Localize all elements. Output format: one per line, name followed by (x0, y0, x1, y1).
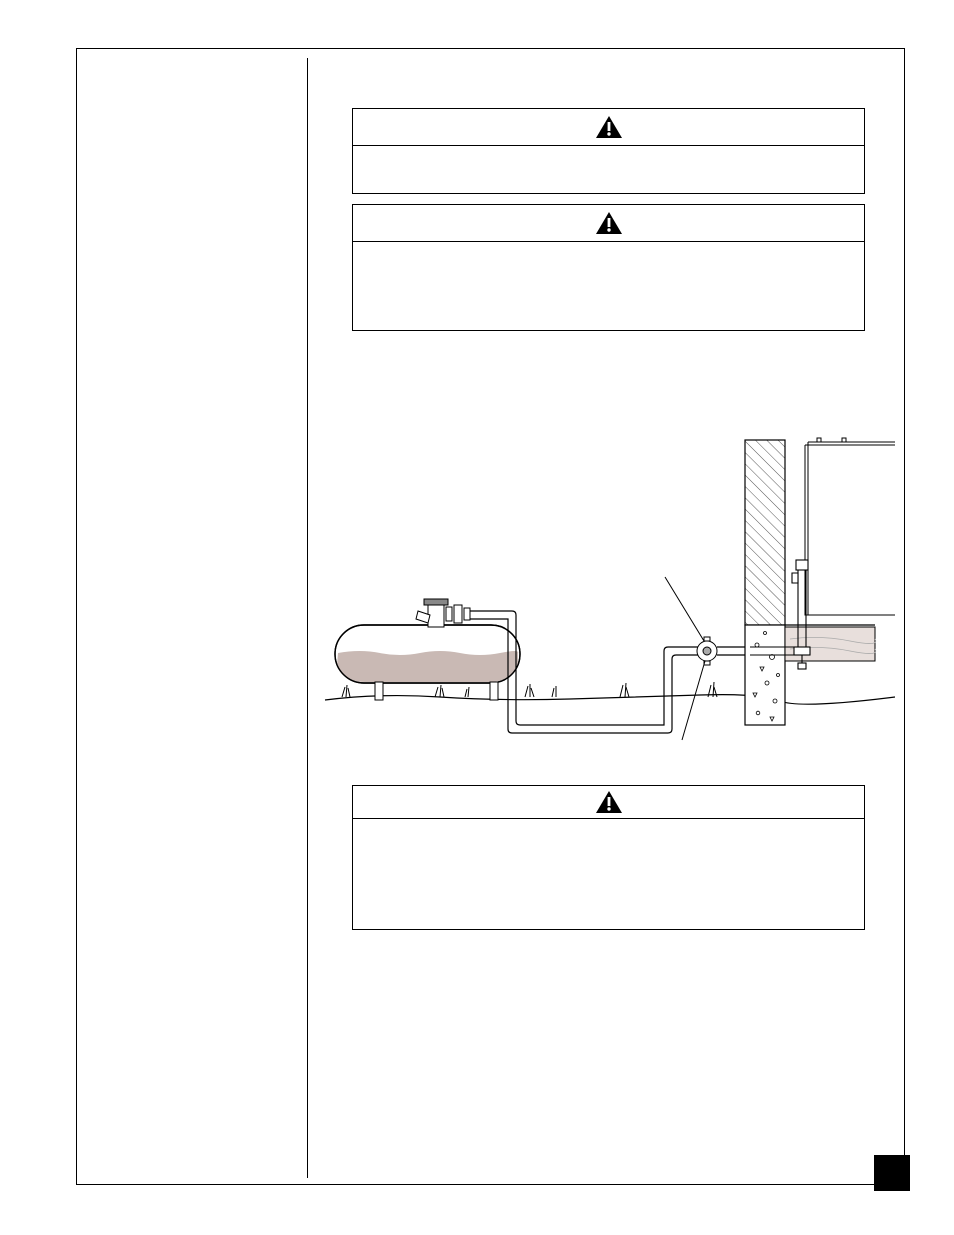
shutoff-valve (697, 637, 717, 665)
warning-header-3 (353, 786, 864, 819)
warning-triangle-icon (595, 115, 623, 139)
page-number-box (874, 1155, 910, 1191)
building-wall (745, 440, 785, 725)
warning-box-2 (352, 204, 865, 331)
column-divider (307, 58, 308, 1178)
leader-line-top (665, 577, 704, 641)
tank-regulator (416, 599, 470, 627)
propane-piping-diagram (320, 435, 895, 760)
grass-tufts (342, 682, 717, 697)
warning-header-2 (353, 205, 864, 242)
warning-triangle-icon (595, 790, 623, 814)
ground-line (325, 695, 895, 705)
warning-triangle-icon (595, 211, 623, 235)
warning-box-3 (352, 785, 865, 930)
warning-header-1 (353, 109, 864, 146)
building-floor (785, 625, 876, 661)
leader-line-bottom (682, 661, 705, 740)
heater-outline (805, 438, 895, 615)
warning-box-1 (352, 108, 865, 194)
propane-tank (335, 599, 520, 700)
